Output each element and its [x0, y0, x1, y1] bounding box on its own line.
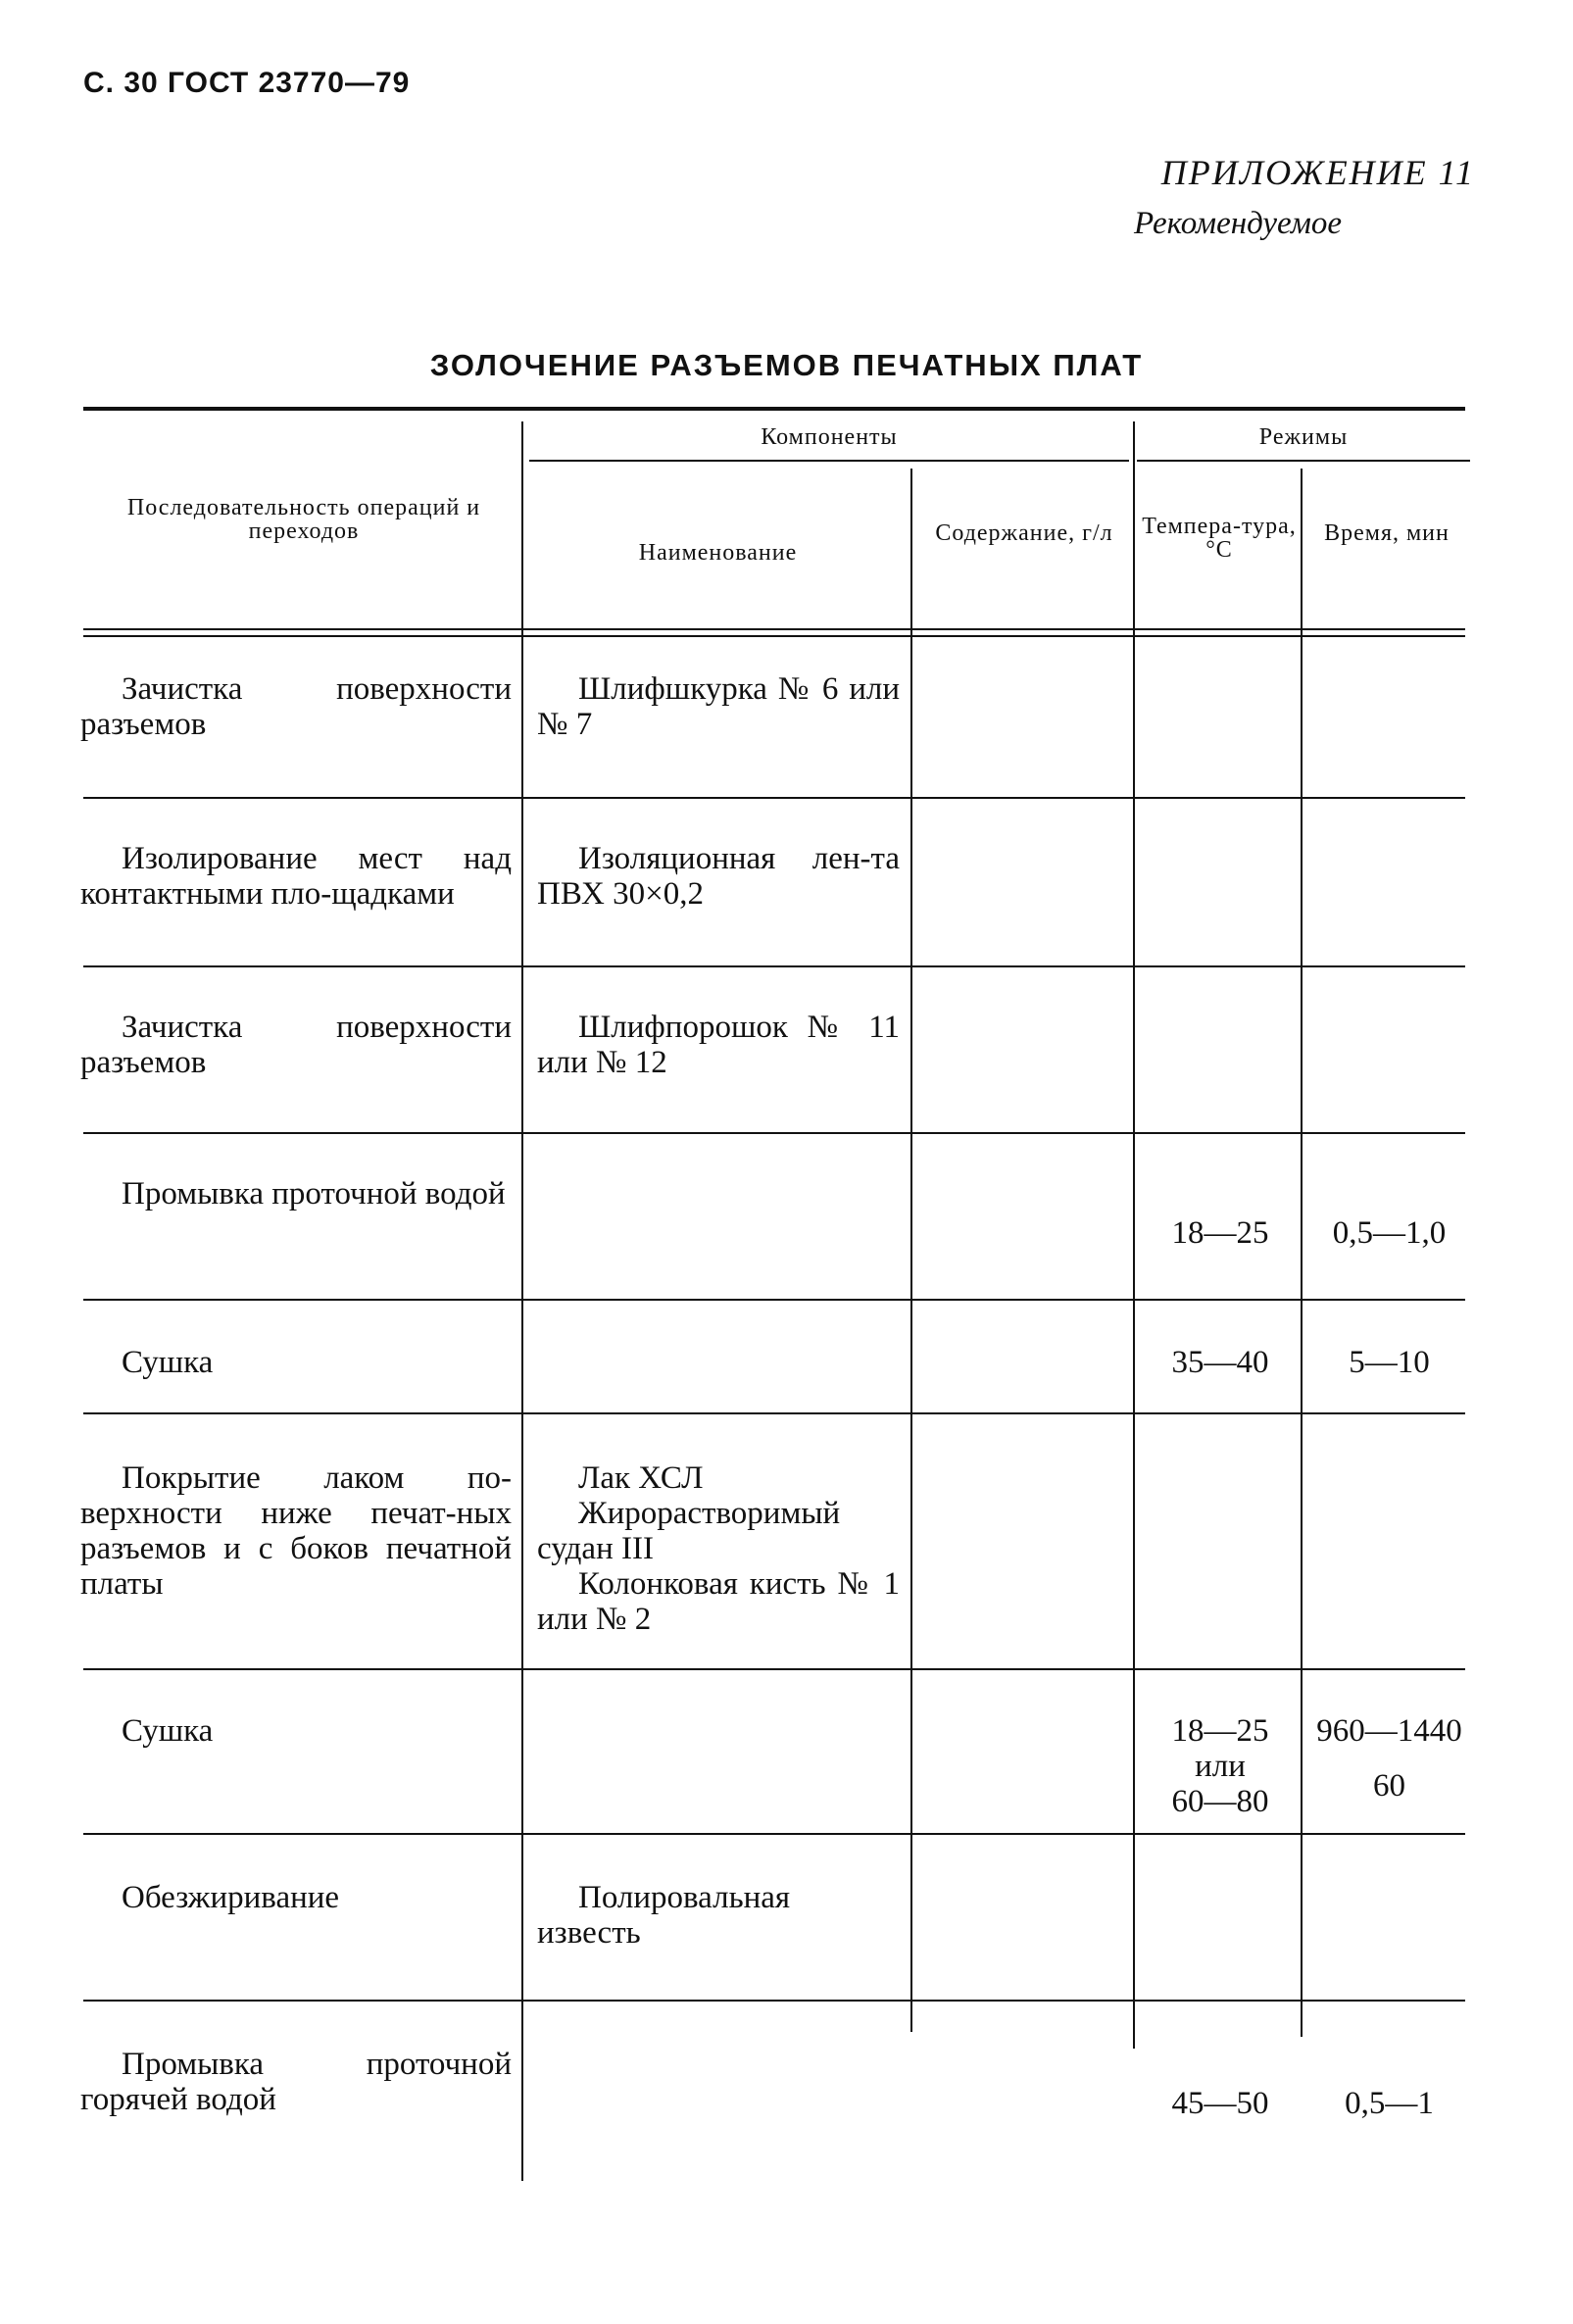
row-separator — [83, 965, 1465, 967]
header-components: Компоненты — [761, 424, 898, 450]
row-6-name-line-2: Жирорастворимый судан III — [537, 1496, 841, 1566]
row-separator — [83, 1833, 1465, 1835]
row-2-name: Изоляционная лен-та ПВХ 30×0,2 — [537, 841, 900, 912]
row-separator — [83, 1299, 1465, 1301]
header-modes: Режимы — [1258, 424, 1349, 450]
header-name: Наименование — [638, 540, 798, 566]
page-header: С. 30 ГОСТ 23770—79 — [83, 67, 411, 99]
row-7-temperature-line-3: 60—80 — [1171, 1784, 1269, 1819]
header-content: Содержание, г/л — [935, 520, 1113, 546]
appendix-label: ПРИЛОЖЕНИЕ 11 — [1160, 153, 1475, 192]
row-6-name-line-1: Лак ХСЛ — [578, 1460, 704, 1496]
row-7-temperature-line-1: 18—25 — [1171, 1713, 1269, 1749]
row-8-name: Полировальная известь — [537, 1880, 791, 1951]
row-separator — [83, 1668, 1465, 1670]
table-top-rule — [83, 407, 1465, 411]
row-1-operation: Зачистка поверхности разъемов — [80, 671, 512, 742]
header-time: Время, мин — [1324, 520, 1450, 546]
header-temperature: Темпера-тура, °С — [1142, 514, 1297, 563]
header-bottom-rule — [83, 628, 1465, 630]
row-separator — [83, 1132, 1465, 1134]
row-6-name-line-3: Колонковая кисть № 1 или № 2 — [537, 1566, 900, 1637]
components-underline — [529, 460, 1129, 462]
row-4-operation: Промывка проточной водой — [122, 1176, 506, 1211]
row-6-name — [537, 1460, 900, 1637]
row-6-operation: Покрытие лаком по-верхности ниже печат-ных разъемов и с боков печатной платы — [80, 1460, 512, 1602]
row-1-name: Шлифшкурка № 6 или № 7 — [537, 671, 900, 742]
row-5-time: 5—10 — [1349, 1345, 1430, 1380]
row-separator — [83, 797, 1465, 799]
column-divider-2 — [910, 469, 912, 2032]
modes-underline — [1137, 460, 1470, 462]
row-9-time: 0,5—1 — [1345, 2086, 1434, 2121]
row-7-operation: Сушка — [122, 1713, 214, 1749]
row-3-operation: Зачистка поверхности разъемов — [80, 1010, 512, 1080]
page-title: ЗОЛОЧЕНИЕ РАЗЪЕМОВ ПЕЧАТНЫХ ПЛАТ — [429, 348, 1144, 382]
row-5-operation: Сушка — [122, 1345, 214, 1380]
header-bottom-rule-2 — [83, 635, 1465, 637]
row-7-temperature — [1137, 1713, 1303, 1819]
row-7-time-line-1: 960—1440 — [1316, 1713, 1462, 1749]
row-7-temperature-line-2: или — [1195, 1749, 1246, 1784]
row-2-operation: Изолирование мест над контактными пло-щадками — [80, 841, 512, 912]
row-4-temperature: 18—25 — [1171, 1215, 1269, 1251]
row-4-time: 0,5—1,0 — [1332, 1215, 1447, 1251]
appendix-status: Рекомендуемое — [1134, 206, 1343, 241]
row-8-operation: Обезжиривание — [122, 1880, 340, 1915]
header-operations: Последовательность операций и переходов — [126, 495, 481, 544]
row-7-time-line-2: 60 — [1373, 1768, 1405, 1804]
row-5-temperature: 35—40 — [1171, 1345, 1269, 1380]
column-divider-1 — [521, 421, 523, 2181]
column-divider-3 — [1133, 421, 1135, 2049]
row-separator — [83, 1412, 1465, 1414]
row-7-time — [1308, 1713, 1470, 1804]
row-separator — [83, 2000, 1465, 2002]
row-9-operation: Промывка проточной горячей водой — [80, 2047, 512, 2117]
row-3-name: Шлифпорошок № 11 или № 12 — [537, 1010, 900, 1080]
row-9-temperature: 45—50 — [1171, 2086, 1269, 2121]
